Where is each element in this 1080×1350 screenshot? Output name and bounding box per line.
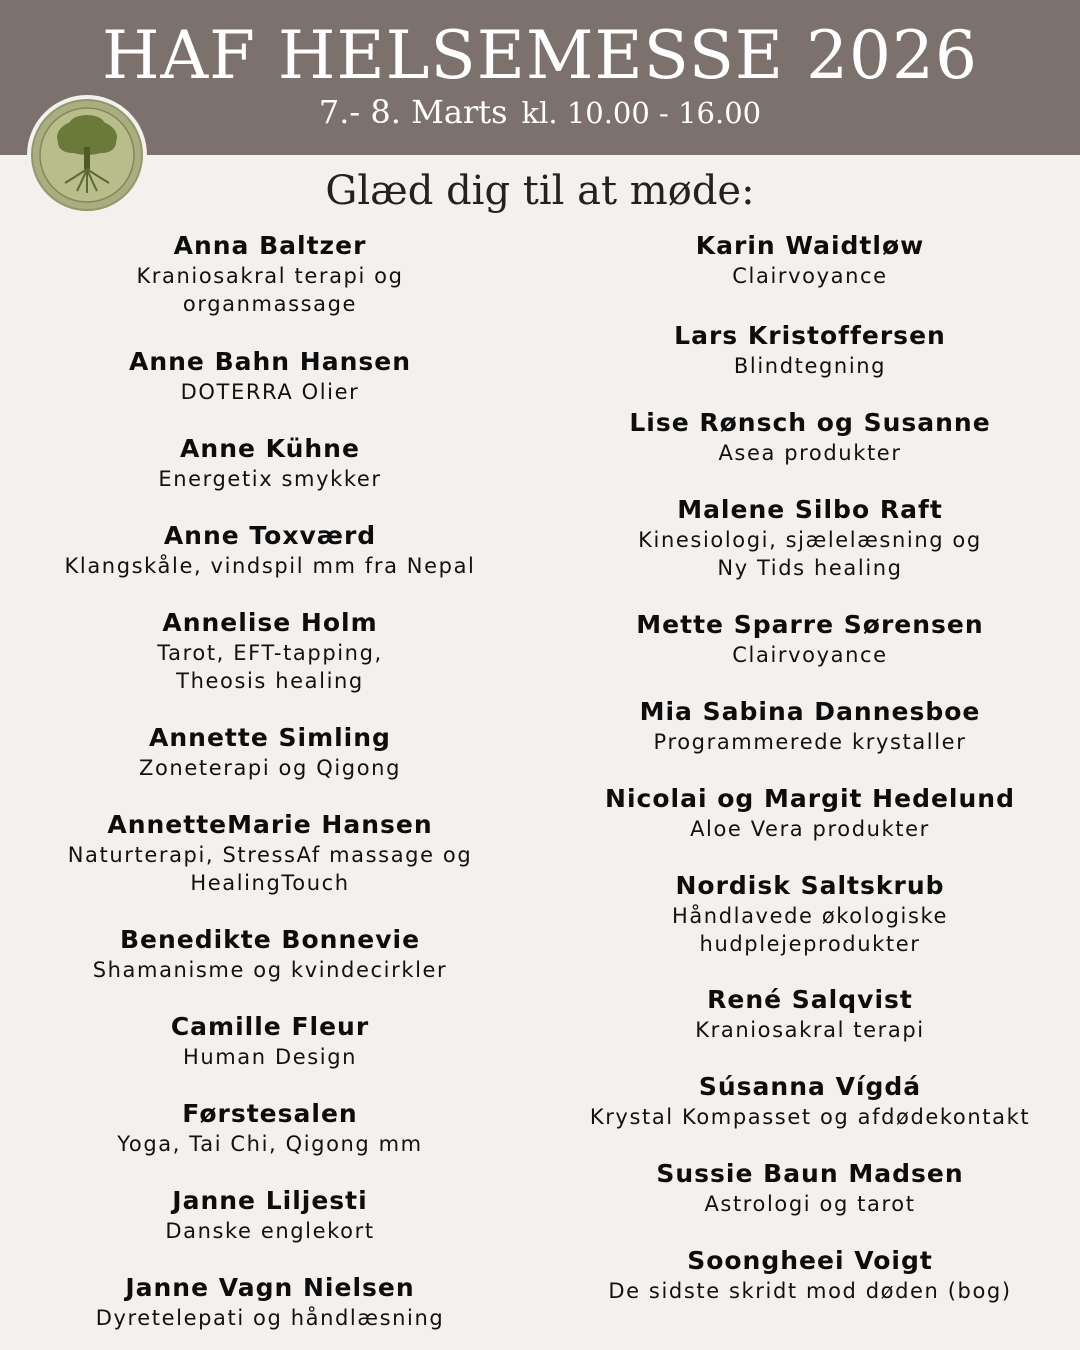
exhibitor-name: AnnetteMarie Hansen bbox=[107, 810, 433, 839]
exhibitor-entry bbox=[0, 230, 540, 318]
exhibitor-name: Anna Baltzer bbox=[173, 231, 367, 260]
exhibitor-description: Krystal Kompasset og afdødekontakt bbox=[589, 1105, 1031, 1129]
exhibitor-entry bbox=[0, 1011, 540, 1071]
exhibitor-entry bbox=[0, 1272, 540, 1332]
event-date: 7.- 8. Marts bbox=[318, 93, 508, 131]
exhibitor-description: Human Design bbox=[182, 1045, 358, 1069]
exhibitor-entry bbox=[0, 433, 540, 493]
exhibitor-entry bbox=[540, 783, 1080, 843]
exhibitor-name: René Salqvist bbox=[707, 985, 913, 1014]
exhibitor-entry bbox=[540, 1245, 1080, 1305]
exhibitor-name: Mette Sparre Sørensen bbox=[636, 610, 984, 639]
exhibitor-description: Håndlavede økologiske hudplejeprodukter bbox=[671, 904, 949, 956]
exhibitor-name: Annette Simling bbox=[149, 723, 391, 752]
exhibitor-name: Anne Toxværd bbox=[163, 521, 377, 550]
exhibitor-description: De sidste skridt mod døden (bog) bbox=[608, 1279, 1012, 1303]
exhibitor-entry bbox=[0, 520, 540, 580]
exhibitor-entry bbox=[0, 722, 540, 782]
event-time: kl. 10.00 - 16.00 bbox=[521, 96, 762, 130]
exhibitor-description: Shamanisme og kvindecirkler bbox=[92, 958, 448, 982]
exhibitor-description: Danske englekort bbox=[165, 1219, 375, 1243]
exhibitor-name: Malene Silbo Raft bbox=[677, 495, 943, 524]
exhibitor-description: Dyretelepati og håndlæsning bbox=[95, 1306, 445, 1330]
exhibitor-entry bbox=[540, 320, 1080, 380]
exhibitor-description: Klangskåle, vindspil mm fra Nepal bbox=[64, 554, 476, 578]
exhibitor-entry bbox=[0, 809, 540, 897]
exhibitor-description: Energetix smykker bbox=[158, 467, 382, 491]
exhibitor-description: Kraniosakral terapi bbox=[695, 1018, 925, 1042]
exhibitor-description: Aloe Vera produkter bbox=[690, 817, 930, 841]
exhibitor-description: Asea produkter bbox=[718, 441, 902, 465]
exhibitor-entry bbox=[0, 346, 540, 406]
exhibitor-description: Tarot, EFT-tapping, Theosis healing bbox=[157, 641, 383, 693]
exhibitor-description: Clairvoyance bbox=[732, 643, 888, 667]
intro-heading: Glæd dig til at møde: bbox=[325, 168, 755, 214]
exhibitor-description: Naturterapi, StressAf massage og HealingTouch bbox=[67, 843, 473, 895]
exhibitor-name: Førstesalen bbox=[182, 1099, 358, 1128]
exhibitor-name: Mia Sabina Dannesboe bbox=[639, 697, 981, 726]
exhibitor-name: Annelise Holm bbox=[162, 608, 378, 637]
exhibitor-name: Súsanna Vígdá bbox=[698, 1072, 922, 1101]
exhibitor-entry bbox=[540, 984, 1080, 1044]
exhibitor-name: Soongheei Voigt bbox=[687, 1246, 933, 1275]
exhibitor-entry bbox=[540, 870, 1080, 958]
exhibitor-name: Lars Kristoffersen bbox=[674, 321, 946, 350]
exhibitor-entry bbox=[540, 696, 1080, 756]
exhibitor-entry bbox=[540, 494, 1080, 582]
exhibitor-name: Benedikte Bonnevie bbox=[119, 925, 421, 954]
exhibitor-name: Nicolai og Margit Hedelund bbox=[605, 784, 1015, 813]
exhibitor-name: Sussie Baun Madsen bbox=[656, 1159, 964, 1188]
exhibitor-name: Nordisk Saltskrub bbox=[675, 871, 945, 900]
exhibitor-description: Zoneterapi og Qigong bbox=[139, 756, 401, 780]
exhibitor-name: Karin Waidtløw bbox=[695, 231, 925, 260]
event-title: HAF HELSEMESSE 2026 bbox=[101, 17, 979, 94]
exhibitor-description: Kraniosakral terapi og organmassage bbox=[136, 264, 404, 316]
exhibitor-description: Yoga, Tai Chi, Qigong mm bbox=[117, 1132, 423, 1156]
exhibitor-description: DOTERRA Olier bbox=[180, 380, 360, 404]
exhibitor-description: Programmerede krystaller bbox=[653, 730, 967, 754]
exhibitor-name: Janne Liljesti bbox=[172, 1186, 368, 1215]
event-dates bbox=[0, 92, 1080, 133]
exhibitor-description: Blindtegning bbox=[733, 354, 887, 378]
exhibitor-entry bbox=[0, 924, 540, 984]
exhibitor-name: Anne Bahn Hansen bbox=[128, 347, 412, 376]
exhibitor-description: Clairvoyance bbox=[732, 264, 888, 288]
header-bar bbox=[0, 0, 1080, 155]
exhibitor-name: Lise Rønsch og Susanne bbox=[629, 408, 991, 437]
exhibitor-description: Kinesiologi, sjælelæsning og Ny Tids healing bbox=[638, 528, 982, 580]
exhibitor-entry bbox=[540, 1158, 1080, 1218]
exhibitor-entry bbox=[540, 407, 1080, 467]
exhibitor-name: Anne Kühne bbox=[180, 434, 360, 463]
exhibitor-description: Astrologi og tarot bbox=[704, 1192, 916, 1216]
exhibitor-entry bbox=[0, 1098, 540, 1158]
exhibitor-name: Camille Fleur bbox=[170, 1012, 370, 1041]
exhibitor-name: Janne Vagn Nielsen bbox=[125, 1273, 415, 1302]
exhibitor-entry bbox=[0, 1185, 540, 1245]
exhibitor-entry bbox=[540, 230, 1080, 290]
exhibitor-entry bbox=[540, 609, 1080, 669]
exhibitor-entry bbox=[0, 607, 540, 695]
exhibitor-entry bbox=[540, 1071, 1080, 1131]
